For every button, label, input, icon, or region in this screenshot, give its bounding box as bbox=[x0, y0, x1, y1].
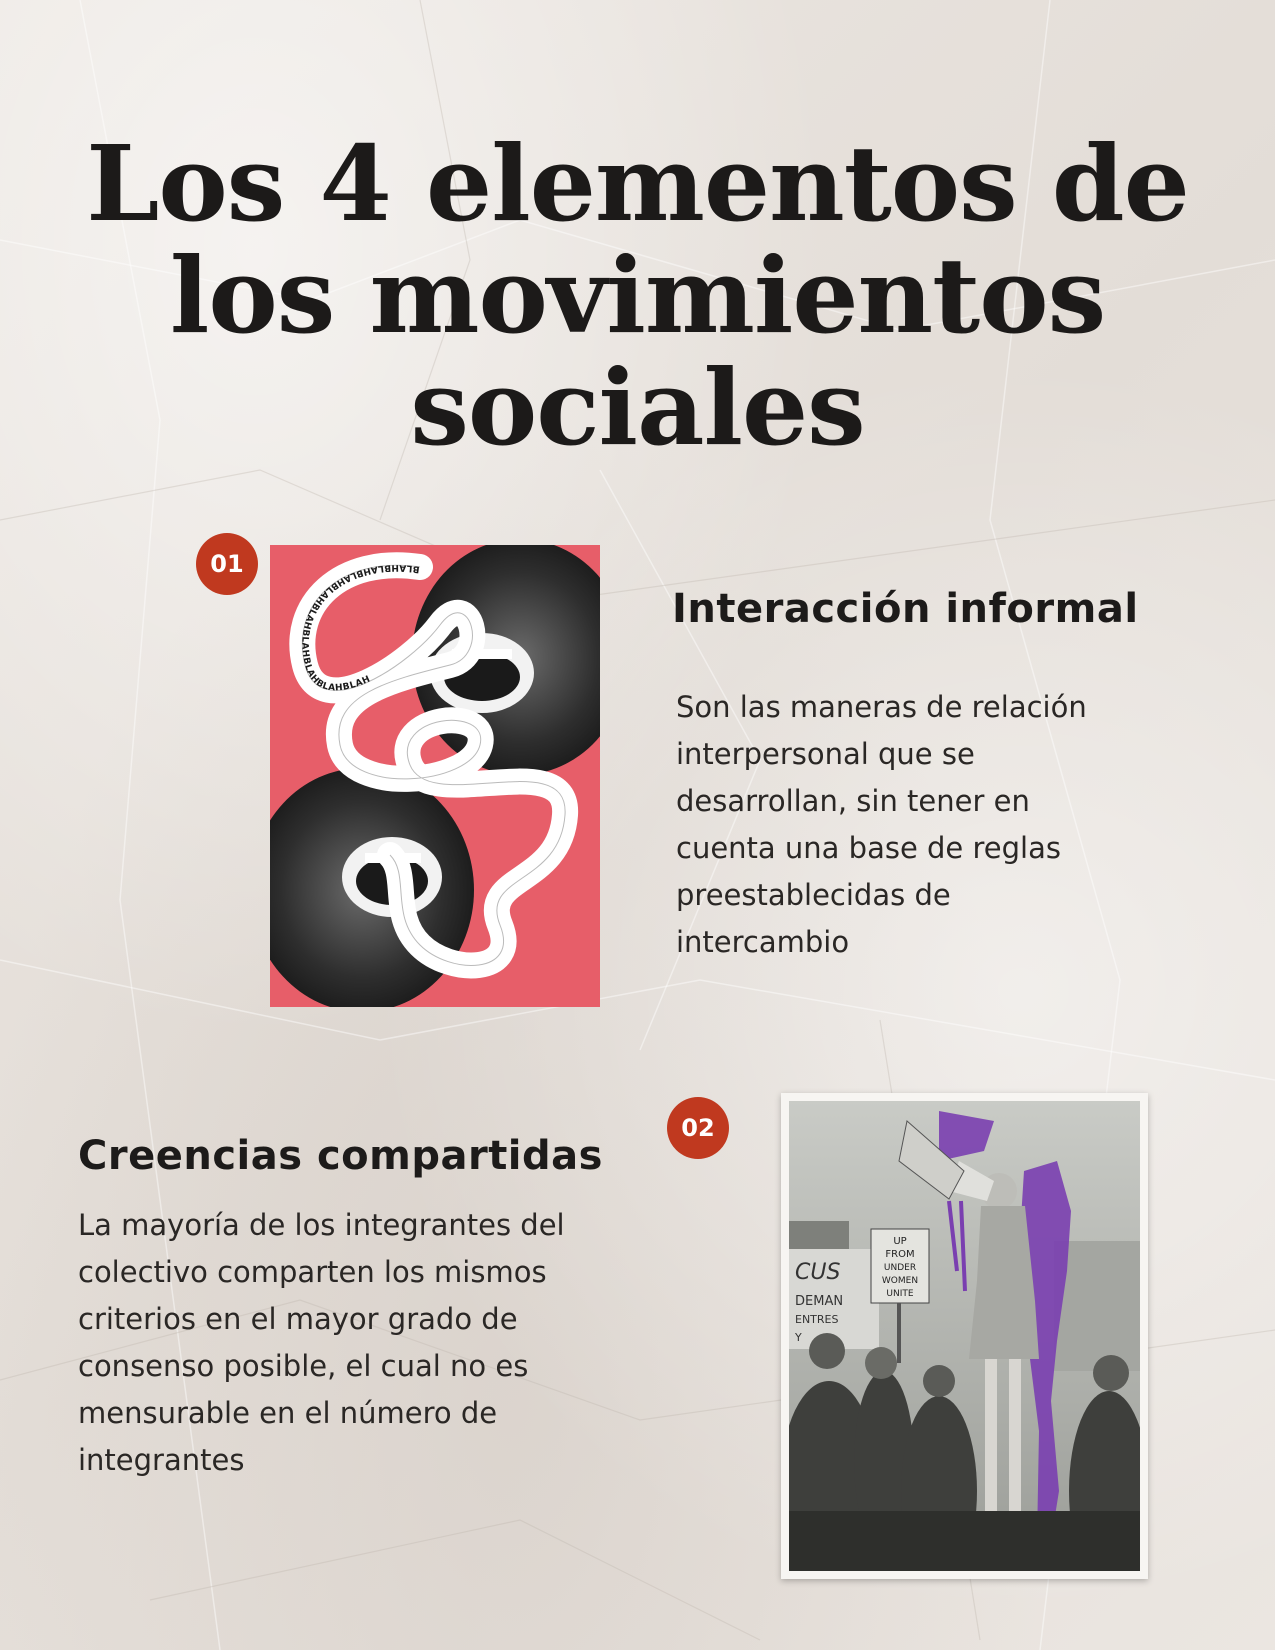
svg-text:FROM: FROM bbox=[885, 1249, 915, 1260]
svg-text:UNITE: UNITE bbox=[886, 1289, 914, 1299]
body-interaccion-informal: Son las maneras de relación interpersonal que se desarrollan, sin tener en cuenta una base de reglas preestablecidas de intercambio bbox=[676, 690, 1087, 959]
number-badge-01: 01 bbox=[196, 533, 258, 595]
number-badge-02: 02 bbox=[667, 1097, 729, 1159]
heading-creencias-compartidas: Creencias compartidas bbox=[78, 1133, 603, 1179]
heading-interaccion-informal: Interacción informal bbox=[672, 586, 1139, 632]
page-title bbox=[0, 122, 1275, 469]
svg-text:CUS: CUS bbox=[795, 1260, 841, 1285]
body-creencias-compartidas: La mayoría de los integrantes del colectivo comparten los mismos criterios en el mayor grado de consenso posible, el cual no es mensurable en el número de integrantes bbox=[78, 1208, 565, 1477]
svg-text:UP: UP bbox=[893, 1236, 907, 1247]
svg-text:WOMEN: WOMEN bbox=[881, 1276, 919, 1286]
background-sign bbox=[789, 1249, 879, 1349]
ribbon-text: BLAHBLAHBLAHBLAHBLAHBLAHBLAHBLAHBLAH bbox=[299, 562, 421, 694]
svg-text:Y: Y bbox=[795, 1331, 802, 1344]
protest-photo bbox=[781, 1093, 1148, 1579]
svg-text:DEMAN: DEMAN bbox=[795, 1294, 844, 1309]
svg-text:ENTRES: ENTRES bbox=[795, 1313, 839, 1326]
svg-text:UNDER: UNDER bbox=[883, 1263, 917, 1273]
title-line-1: Los 4 elementos de bbox=[86, 122, 1189, 245]
title-line-3: sociales bbox=[410, 346, 865, 469]
title-line-2: los movimientos bbox=[169, 234, 1106, 357]
blah-blah-poster-image bbox=[270, 545, 600, 1007]
